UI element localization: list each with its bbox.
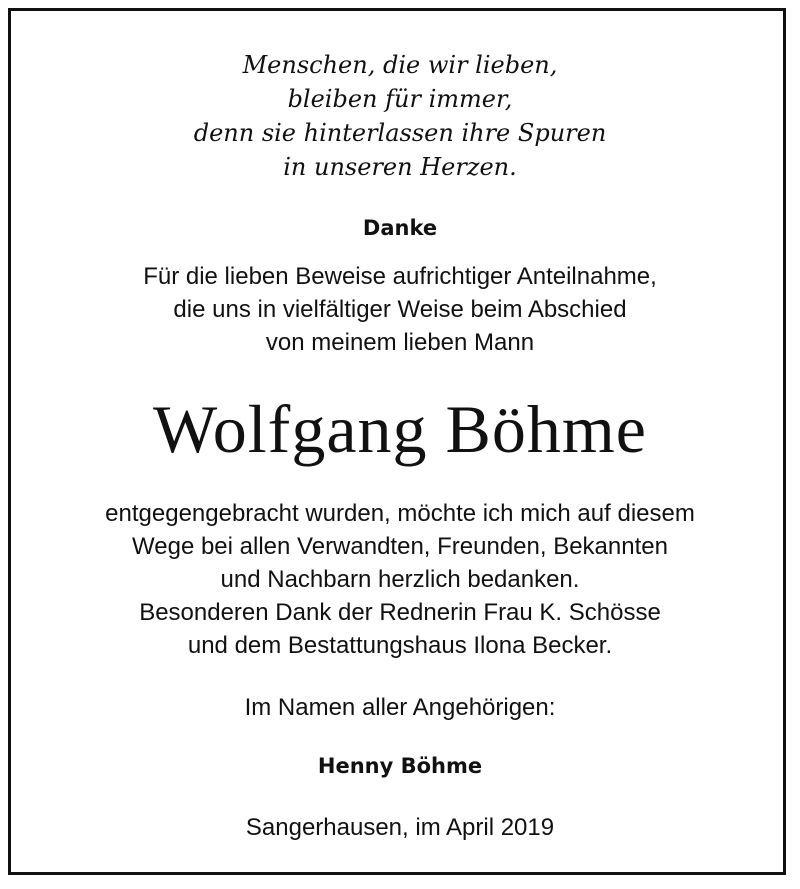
thanks-heading: Danke (362, 216, 438, 240)
thanks-line: Wege bei allen Verwandten, Freunden, Bekannten (132, 533, 668, 560)
intro-line: die uns in vielfältiger Weise beim Abschied (173, 296, 627, 323)
thanks-line: und dem Bestattungshaus Ilona Becker. (187, 632, 613, 659)
intro-text (0, 260, 800, 359)
thanks-line: Besonderen Dank der Rednerin Frau K. Schösse (139, 599, 661, 626)
poem-line: Menschen, die wir lieben, (242, 51, 558, 79)
closing-line: Im Namen aller Angehörigen: (244, 694, 556, 721)
intro-line: Für die lieben Beweise aufrichtiger Anteilnahme, (143, 263, 657, 290)
intro-line: von meinem lieben Mann (265, 329, 535, 356)
poem-line: denn sie hinterlassen ihre Spuren (193, 119, 607, 147)
poem-line: bleiben für immer, (287, 85, 513, 113)
signer-name: Henny Böhme (317, 754, 483, 778)
thanks-text (0, 497, 800, 662)
memorial-poem (0, 48, 800, 184)
thanks-line: entgegengebracht wurden, möchte ich mich auf diesem (105, 500, 695, 527)
poem-line: in unseren Herzen. (283, 153, 517, 181)
deceased-name: Wolfgang Böhme (153, 391, 647, 467)
thanks-line: und Nachbarn herzlich bedanken. (220, 566, 580, 593)
place-date: Sangerhausen, im April 2019 (245, 814, 555, 841)
